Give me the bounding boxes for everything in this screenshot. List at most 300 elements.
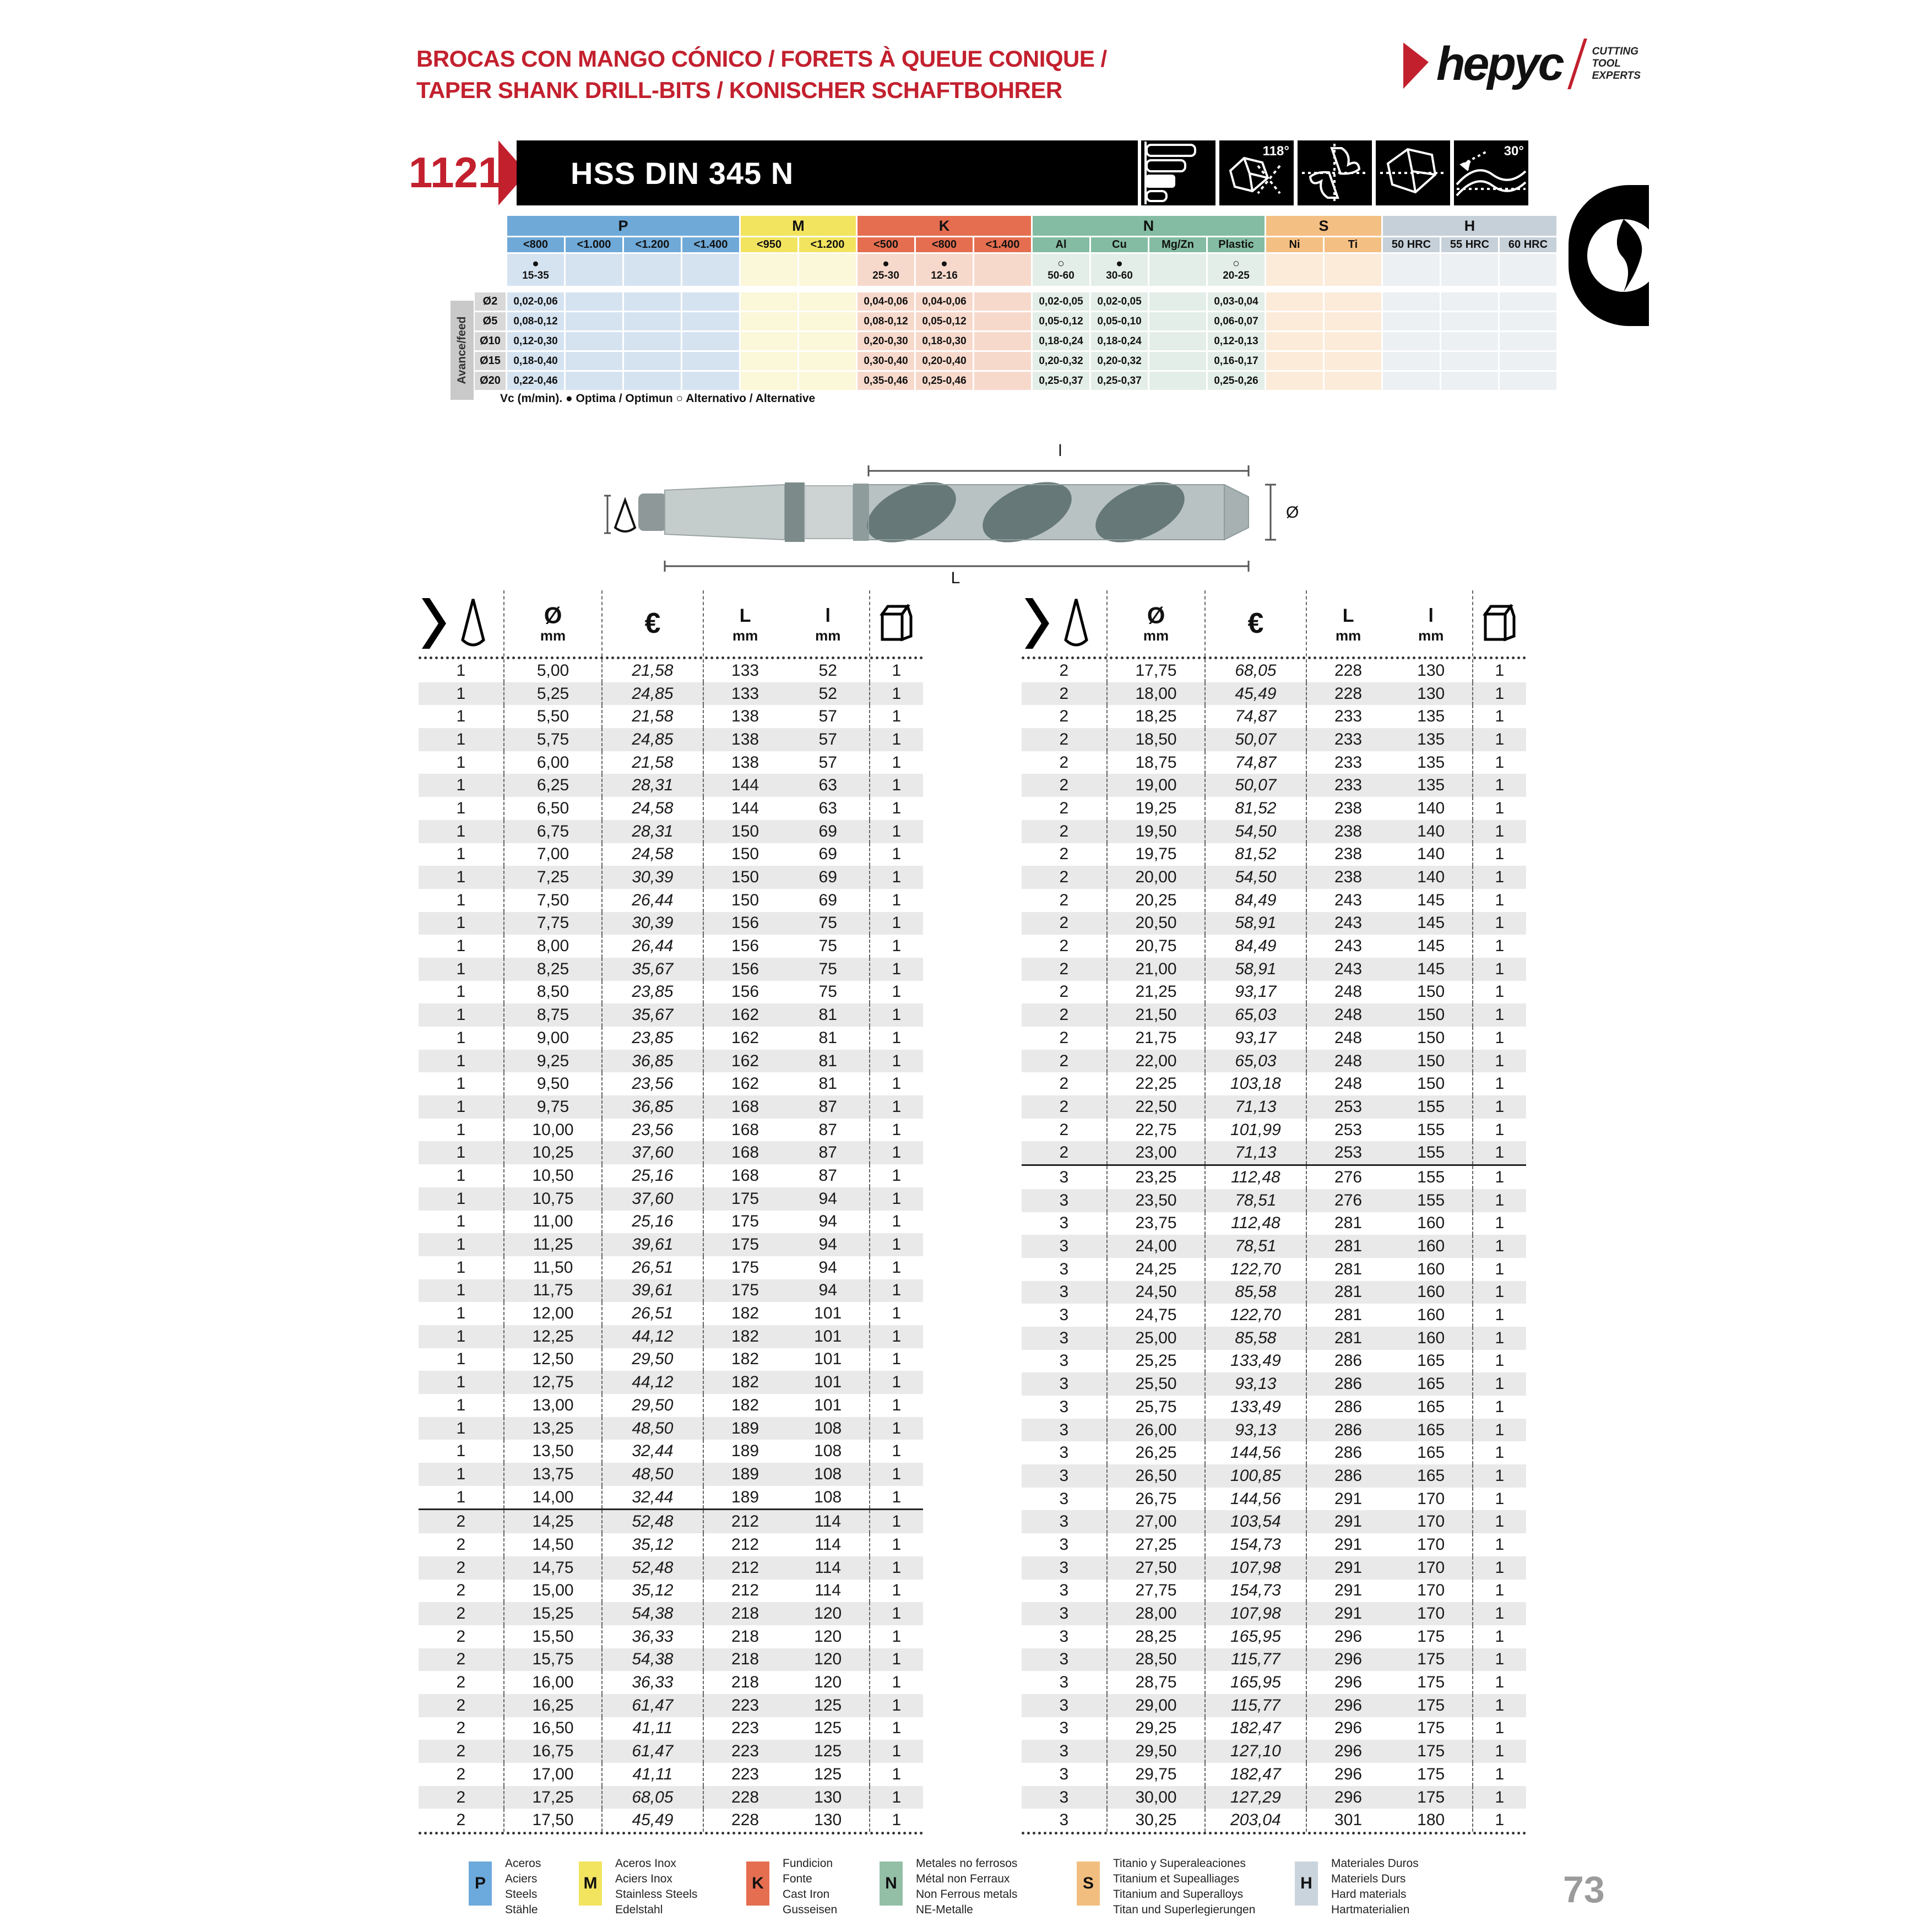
cell-qty: 1 [1495,1512,1505,1531]
cell-price: 36,85 [603,1050,703,1073]
cell-diameter: 7,50 [504,889,603,912]
legend-swatch-N: N [880,1862,903,1906]
speeds-cell [1441,292,1498,311]
cell-cone: 1 [419,1463,504,1486]
speeds-cell: <1.200 [799,237,856,252]
cell-cone: 1 [419,1141,504,1164]
speeds-cell [1325,372,1381,390]
speeds-cell [475,287,506,291]
speeds-cell [741,352,797,370]
cell-length-flute: 150 [1390,1027,1473,1050]
cell-length-total: 296 [1334,1742,1363,1761]
cell-length-total: 162 [731,1028,759,1047]
cell-length-flute: 175 [1390,1740,1473,1763]
cell-diameter: 27,50 [1108,1556,1206,1580]
cell-length-flute: 140 [1390,797,1473,820]
cell-length-total: 189 [731,1464,759,1483]
cell-qty: 1 [892,1581,902,1600]
cell-qty: 1 [892,845,902,864]
table-row [1022,1625,1526,1648]
table-row [419,958,923,981]
cell-qty: 1 [892,1327,902,1345]
product-name: HSS DIN 345 N [571,155,794,191]
cell-cone: 2 [1022,866,1108,889]
cell-price: 39,61 [603,1233,703,1256]
cell-length-total: 286 [1334,1352,1363,1370]
cell-price: 28,31 [603,820,703,843]
cell-price: 24,58 [603,843,703,866]
table-row [419,751,923,774]
speeds-cell: 0,05-0,12 [1033,312,1089,330]
cell-length-flute: 140 [1390,820,1473,843]
cell-length-flute: 63 [787,774,870,797]
cell-cone: 1 [419,659,504,682]
cell-qty: 1 [1495,1120,1505,1139]
cell-length-flute: 120 [787,1648,870,1671]
speeds-cell [1500,292,1556,311]
table-row [419,1809,923,1832]
speeds-cell [1266,372,1323,390]
speeds-cell: 0,35-0,46 [858,372,914,390]
speeds-cell: ● 12-16 [916,254,973,286]
speeds-cell [1441,312,1498,330]
cell-diameter: 25,50 [1108,1372,1206,1396]
cell-diameter: 7,75 [504,912,603,935]
cell-price: 32,44 [603,1486,703,1509]
speeds-cell: 0,05-0,12 [916,312,973,330]
helix-angle-icon [1454,140,1528,205]
cell-diameter: 20,25 [1108,889,1206,912]
cell-cone: 1 [419,935,504,958]
speeds-cell [1266,352,1323,370]
speeds-cell [682,372,739,390]
cell-length-total: 218 [731,1627,759,1646]
cell-diameter: 22,25 [1108,1072,1206,1095]
cell-length-flute: 160 [1390,1281,1473,1304]
header-diameter [504,590,603,656]
cell-qty: 1 [1495,891,1505,909]
speeds-cell: 0,04-0,06 [916,292,973,311]
speeds-cell [1441,332,1498,350]
cell-price: 32,44 [603,1440,703,1463]
cell-diameter: 12,75 [504,1371,603,1394]
table-row [1022,1235,1526,1258]
speeds-cell: 0,05-0,10 [1091,312,1148,330]
cell-length-total: 182 [731,1350,759,1369]
cell-qty: 1 [1495,1328,1505,1347]
cell-length-total: 156 [731,937,759,956]
cell-length-flute: 125 [787,1763,870,1786]
table-row [1022,1258,1526,1281]
cell-price: 93,13 [1206,1419,1306,1442]
cell-length-flute: 145 [1390,889,1473,912]
cell-cone: 1 [419,1027,504,1050]
speeds-cell [1149,312,1206,330]
cell-price: 24,85 [603,728,703,751]
price-table-left-body [419,656,923,1835]
cell-qty: 1 [1495,1742,1505,1761]
cell-length-total: 168 [731,1120,759,1139]
table-row [1022,1602,1526,1625]
table-row [419,1717,923,1740]
cell-length-flute: 81 [787,1050,870,1073]
speeds-cell [566,332,622,350]
cell-diameter: 28,75 [1108,1671,1206,1694]
cell-price: 50,07 [1206,728,1306,751]
cell-cone: 3 [1022,1419,1108,1442]
table-row [419,981,923,1004]
cell-price: 165,95 [1206,1671,1306,1694]
cell-cone: 2 [1022,1072,1108,1095]
cell-length-flute: 150 [1390,1072,1473,1095]
table-row [1022,682,1526,705]
table-row [419,1187,923,1211]
cell-cone: 2 [419,1602,504,1625]
cell-length-flute: 170 [1390,1602,1473,1625]
cell-length-flute: 101 [787,1325,870,1348]
cell-qty: 1 [892,822,902,840]
drill-illustration [638,470,1249,555]
table-row [419,1671,923,1694]
cell-diameter: 28,00 [1108,1602,1206,1625]
table-row [1022,1281,1526,1304]
cell-length-total: 291 [1334,1512,1363,1531]
table-row [419,1141,923,1164]
cell-length-flute: 101 [787,1371,870,1394]
cell-length-flute: 155 [1390,1095,1473,1119]
cell-diameter: 30,00 [1108,1786,1206,1809]
cell-diameter: 16,00 [504,1671,603,1694]
cell-qty: 1 [1495,1397,1505,1416]
cell-price: 35,67 [603,1003,703,1027]
tab-drill-icon [1569,185,1649,326]
speeds-cell: 60 HRC [1500,237,1556,252]
speeds-cell [1325,312,1381,330]
speeds-cell [566,254,622,286]
cell-qty: 1 [1495,1260,1505,1278]
speeds-cell [1383,332,1440,350]
speeds-cell [1441,287,1498,291]
cell-cone: 3 [1022,1671,1108,1694]
cell-diameter: 29,00 [1108,1694,1206,1717]
cell-cone: 2 [419,1786,504,1809]
speeds-cell: <500 [858,237,914,252]
cell-cone: 3 [1022,1625,1108,1648]
cell-cone: 2 [1022,1003,1108,1027]
legend-item-H [1295,1856,1419,1918]
cell-qty: 1 [892,1464,902,1483]
table-row [1022,705,1526,728]
speeds-cell [624,312,681,330]
cell-length-flute: 155 [1390,1189,1473,1212]
speeds-cell [799,352,856,370]
table-row [1022,1717,1526,1740]
cell-length-total: 238 [1334,868,1363,887]
table-row [1022,1580,1526,1603]
cell-length-flute: 165 [1390,1464,1473,1488]
cell-length-total: 150 [731,891,759,909]
cell-diameter: 14,50 [504,1533,603,1556]
cell-length-flute: 165 [1390,1372,1473,1396]
cell-diameter: 17,25 [504,1786,603,1809]
cell-length-total: 291 [1334,1489,1363,1508]
cell-qty: 1 [892,730,902,748]
cell-diameter: 19,25 [1108,797,1206,820]
price-table-right-header [1022,590,1526,656]
hepyc-logo [1403,39,1641,89]
speeds-cell [1325,254,1381,286]
speeds-cell: 0,18-0,24 [1091,332,1148,350]
cell-qty: 1 [892,1281,902,1300]
speeds-cell [741,372,797,390]
table-row [1022,774,1526,797]
cell-qty: 1 [1495,1306,1505,1325]
cell-price: 26,51 [603,1302,703,1325]
cell-length-flute: 57 [787,728,870,751]
speeds-cell [624,287,681,291]
legend-item-K [746,1856,837,1918]
cell-diameter: 29,25 [1108,1717,1206,1740]
cell-cone: 3 [1022,1396,1108,1419]
cell-cone: 3 [1022,1281,1108,1304]
legend-text-P: Aceros Aciers Steels Stähle [505,1857,541,1916]
cell-qty: 1 [892,1650,902,1669]
cell-length-flute: 145 [1390,958,1473,981]
legend-item-S [1077,1856,1255,1918]
cell-price: 107,98 [1206,1602,1306,1625]
l-symbol: l [825,605,831,626]
cell-qty: 1 [892,1373,902,1392]
cell-qty: 1 [1495,959,1505,978]
cell-cone: 1 [419,889,504,912]
cell-diameter: 17,50 [504,1809,603,1832]
cell-diameter: 23,50 [1108,1189,1206,1212]
table-row [1022,958,1526,981]
euro-symbol: € [644,607,661,639]
cell-diameter: 10,50 [504,1164,603,1187]
speeds-cell [1091,287,1148,291]
table-row [1022,1556,1526,1580]
cell-price: 93,17 [1206,981,1306,1004]
cell-diameter: 24,00 [1108,1235,1206,1258]
cell-cone: 2 [1022,797,1108,820]
cell-length-flute: 101 [787,1302,870,1325]
cell-length-total: 228 [1334,684,1363,703]
cell-length-total: 150 [731,845,759,864]
speeds-cell: <950 [741,237,797,252]
cell-qty: 1 [1495,707,1505,726]
cell-price: 48,50 [603,1463,703,1486]
page-title-line1: BROCAS CON MANGO CÓNICO / FORETS À QUEUE CONIQUE / [416,46,1107,72]
cell-length-flute: 75 [787,958,870,981]
cell-length-total: 138 [731,707,759,726]
cell-qty: 1 [892,1235,902,1254]
speeds-cell [507,287,564,291]
cell-qty: 1 [1495,868,1505,887]
cell-price: 26,44 [603,935,703,958]
cell-length-flute: 101 [787,1348,870,1371]
table-row [419,1508,923,1533]
cell-diameter: 20,50 [1108,912,1206,935]
speeds-cell [1383,312,1440,330]
cell-cone: 2 [419,1717,504,1740]
cell-price: 54,50 [1206,820,1306,843]
cell-length-flute: 135 [1390,751,1473,774]
legend-item-M [579,1856,697,1918]
table-row [1022,1671,1526,1694]
cell-diameter: 5,50 [504,705,603,728]
cell-price: 78,51 [1206,1189,1306,1212]
cell-qty: 1 [1495,1006,1505,1024]
table-row [1022,797,1526,820]
table-row [1022,820,1526,843]
cell-qty: 1 [892,1166,902,1185]
table-row [419,1786,923,1809]
point-angle-label: 118° [1262,144,1289,159]
cell-diameter: 30,25 [1108,1809,1206,1832]
cell-price: 41,11 [603,1717,703,1740]
cell-cone: 2 [1022,935,1108,958]
cell-length-flute: 108 [787,1440,870,1463]
speeds-cell: M [741,216,856,236]
table-row [1022,1441,1526,1464]
cell-qty: 1 [892,891,902,909]
cell-price: 52,48 [603,1510,703,1533]
point-angle-icon [1219,140,1294,205]
table-row [1022,1027,1526,1050]
cell-length-flute: 175 [1390,1786,1473,1809]
speeds-cell [1500,287,1556,291]
cell-diameter: 8,50 [504,981,603,1004]
speeds-cell [1441,372,1498,390]
cell-length-flute: 120 [787,1602,870,1625]
cell-price: 74,87 [1206,705,1306,728]
cell-length-total: 162 [731,1051,759,1070]
cell-price: 23,85 [603,981,703,1004]
cell-qty: 1 [1495,1696,1505,1714]
cell-cone: 2 [419,1694,504,1717]
cell-qty: 1 [1495,1765,1505,1783]
cell-diameter: 5,00 [504,659,603,682]
cell-length-flute: 180 [1390,1809,1473,1832]
cell-qty: 1 [892,1604,902,1623]
cell-diameter: 7,25 [504,866,603,889]
table-row [419,1211,923,1234]
table-row [419,1556,923,1580]
cell-length-flute: 140 [1390,843,1473,866]
speeds-cell: 0,02-0,05 [1033,292,1089,311]
cell-qty: 1 [892,1143,902,1162]
table-row [1022,1141,1526,1164]
cell-length-total: 286 [1334,1420,1363,1439]
cell-cone: 3 [1022,1441,1108,1464]
cell-length-total: 144 [731,799,759,817]
cell-length-flute: 57 [787,705,870,728]
cell-diameter: 16,25 [504,1694,603,1717]
cell-cone: 2 [1022,705,1108,728]
cell-diameter: 26,25 [1108,1441,1206,1464]
cell-qty: 1 [1495,799,1505,817]
cell-diameter: 14,25 [504,1510,603,1533]
speeds-cell [682,287,739,291]
cell-diameter: 19,50 [1108,820,1206,843]
box-icon [879,604,914,643]
cell-length-flute: 94 [787,1279,870,1303]
speeds-cell [1149,292,1206,311]
cell-diameter: 11,00 [504,1211,603,1234]
cell-qty: 1 [1495,776,1505,795]
table-row [419,1027,923,1050]
cell-length-flute: 75 [787,981,870,1004]
speeds-cell: <1.200 [624,237,681,252]
cell-qty: 1 [892,1488,902,1506]
cell-price: 103,54 [1206,1510,1306,1533]
cell-length-flute: 175 [1390,1717,1473,1740]
cell-cone: 3 [1022,1740,1108,1763]
cell-diameter: 15,50 [504,1625,603,1648]
cell-cone: 2 [419,1625,504,1648]
cell-qty: 1 [892,1765,902,1783]
feed-axis-label-text: Avance/feed [455,316,468,384]
page-number: 73 [1563,1869,1605,1911]
cell-qty: 1 [1495,1191,1505,1209]
cell-cone: 2 [1022,1027,1108,1050]
cell-price: 29,50 [603,1348,703,1371]
speeds-cell: 55 HRC [1441,237,1498,252]
cell-price: 93,13 [1206,1372,1306,1396]
cell-price: 144,56 [1206,1488,1306,1511]
cell-length-total: 182 [731,1373,759,1392]
cell-price: 35,67 [603,958,703,981]
cell-price: 81,52 [1206,843,1306,866]
cell-length-total: 182 [731,1396,759,1414]
cell-price: 45,49 [603,1809,703,1832]
cell-cone: 3 [1022,1212,1108,1235]
cell-cone: 1 [419,1164,504,1187]
cell-price: 21,58 [603,659,703,682]
cell-diameter: 6,00 [504,751,603,774]
speeds-cell: Ni [1266,237,1323,252]
cell-qty: 1 [892,959,902,978]
cell-diameter: 26,75 [1108,1488,1206,1511]
logo-chevron-icon [1403,39,1429,89]
cell-cone: 2 [419,1809,504,1832]
cell-cone: 2 [419,1533,504,1556]
cell-diameter: 11,25 [504,1233,603,1256]
legend-text-K: Fundicion Fonte Cast Iron Gusseisen [783,1857,838,1916]
legend-text-M: Aceros Inox Aciers Inox Stainless Steels Edelstahl [615,1857,698,1916]
cell-qty: 1 [892,799,902,817]
cell-cone: 3 [1022,1809,1108,1832]
cell-length-total: 253 [1334,1097,1363,1116]
cell-qty: 1 [1495,1604,1505,1623]
cell-diameter: 27,75 [1108,1580,1206,1603]
cell-length-total: 138 [731,753,759,772]
cell-length-total: 243 [1334,959,1363,978]
header-price [603,590,703,656]
box-icon [1482,604,1517,643]
legend-swatch-H: H [1295,1862,1318,1906]
speeds-cell: 0,18-0,40 [507,352,564,370]
cell-length-flute: 170 [1390,1488,1473,1511]
cell-length-total: 286 [1334,1375,1363,1393]
cell-price: 25,16 [603,1164,703,1187]
cell-price: 24,58 [603,797,703,820]
cell-price: 154,73 [1206,1580,1306,1603]
speeds-cell: 50 HRC [1383,237,1440,252]
cell-price: 127,29 [1206,1786,1306,1809]
table-row [419,1050,923,1073]
